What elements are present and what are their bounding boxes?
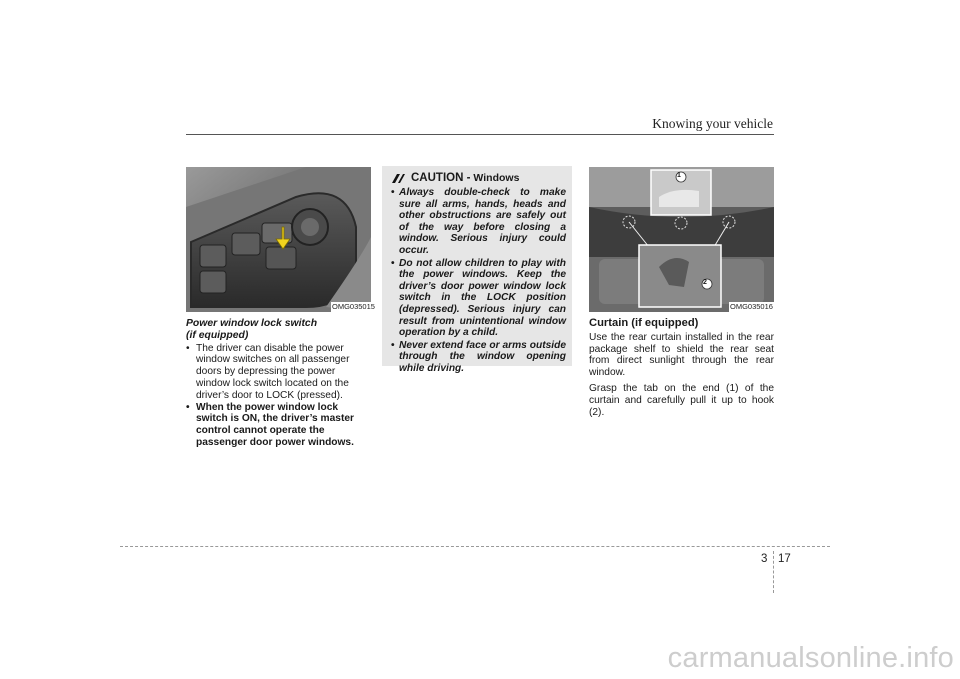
door-switch-illustration	[186, 167, 371, 312]
window-lock-switch-photo	[186, 167, 371, 312]
list-item: • The driver can disable the power window switches on all passenger doors by depressing the power window lock switch located on the driver’s door to LOCK (pressed).	[186, 343, 371, 402]
right-image-code: OMG035016	[730, 302, 773, 311]
rear-curtain-illustration	[589, 167, 774, 312]
page-number: 17	[778, 553, 791, 565]
right-text-column	[589, 318, 774, 422]
footer-rule	[120, 546, 830, 547]
subheading-line1: Power window lock switch	[186, 318, 318, 329]
lock-switch-bullets	[186, 343, 371, 449]
watermark: carmanualsonline.info	[667, 642, 954, 674]
caution-label: CAUTION -	[411, 172, 471, 184]
rear-curtain-photo	[589, 167, 774, 312]
running-header: Knowing your vehicle	[652, 116, 773, 131]
list-item: • Never extend face or arms outside through the window opening while driving.	[391, 340, 566, 375]
caution-slash-icon	[391, 173, 406, 184]
curtain-paragraph-1: Use the rear curtain installed in the rear package shelf to shield the rear seat from direct sunlight through the rear window.	[589, 331, 774, 379]
caution-topic: Windows	[473, 172, 520, 184]
left-image-code: OMG035015	[332, 302, 375, 311]
subheading-line2: (if equipped)	[186, 329, 249, 341]
footer-divider	[773, 551, 774, 593]
list-item: • Always double-check to make sure all arms, hands, heads and other obstructions are safely out of the way before closing a window. Serious injury could occur.	[391, 187, 566, 257]
callout-1: 1	[677, 172, 681, 179]
caution-box	[382, 166, 572, 374]
curtain-paragraph-2: Grasp the tab on the end (1) of the curtain and carefully pull it up to hook (2).	[589, 382, 774, 418]
curtain-title: Curtain (if equipped)	[589, 317, 699, 329]
left-text-column	[186, 318, 371, 449]
callout-2: 2	[703, 279, 707, 286]
chapter-number: 3	[761, 553, 768, 565]
header-rule	[186, 134, 774, 135]
caution-header	[391, 172, 566, 184]
list-item: • When the power window lock switch is ON, the driver’s master control cannot operate the passenger door power windows.	[186, 402, 371, 449]
caution-list	[391, 187, 566, 375]
list-item: • Do not allow children to play with the power windows. Keep the driver’s door power window lock switch in the LOCK position (depressed). Serious injury can result from unintentional window operation by a child.	[391, 258, 566, 339]
